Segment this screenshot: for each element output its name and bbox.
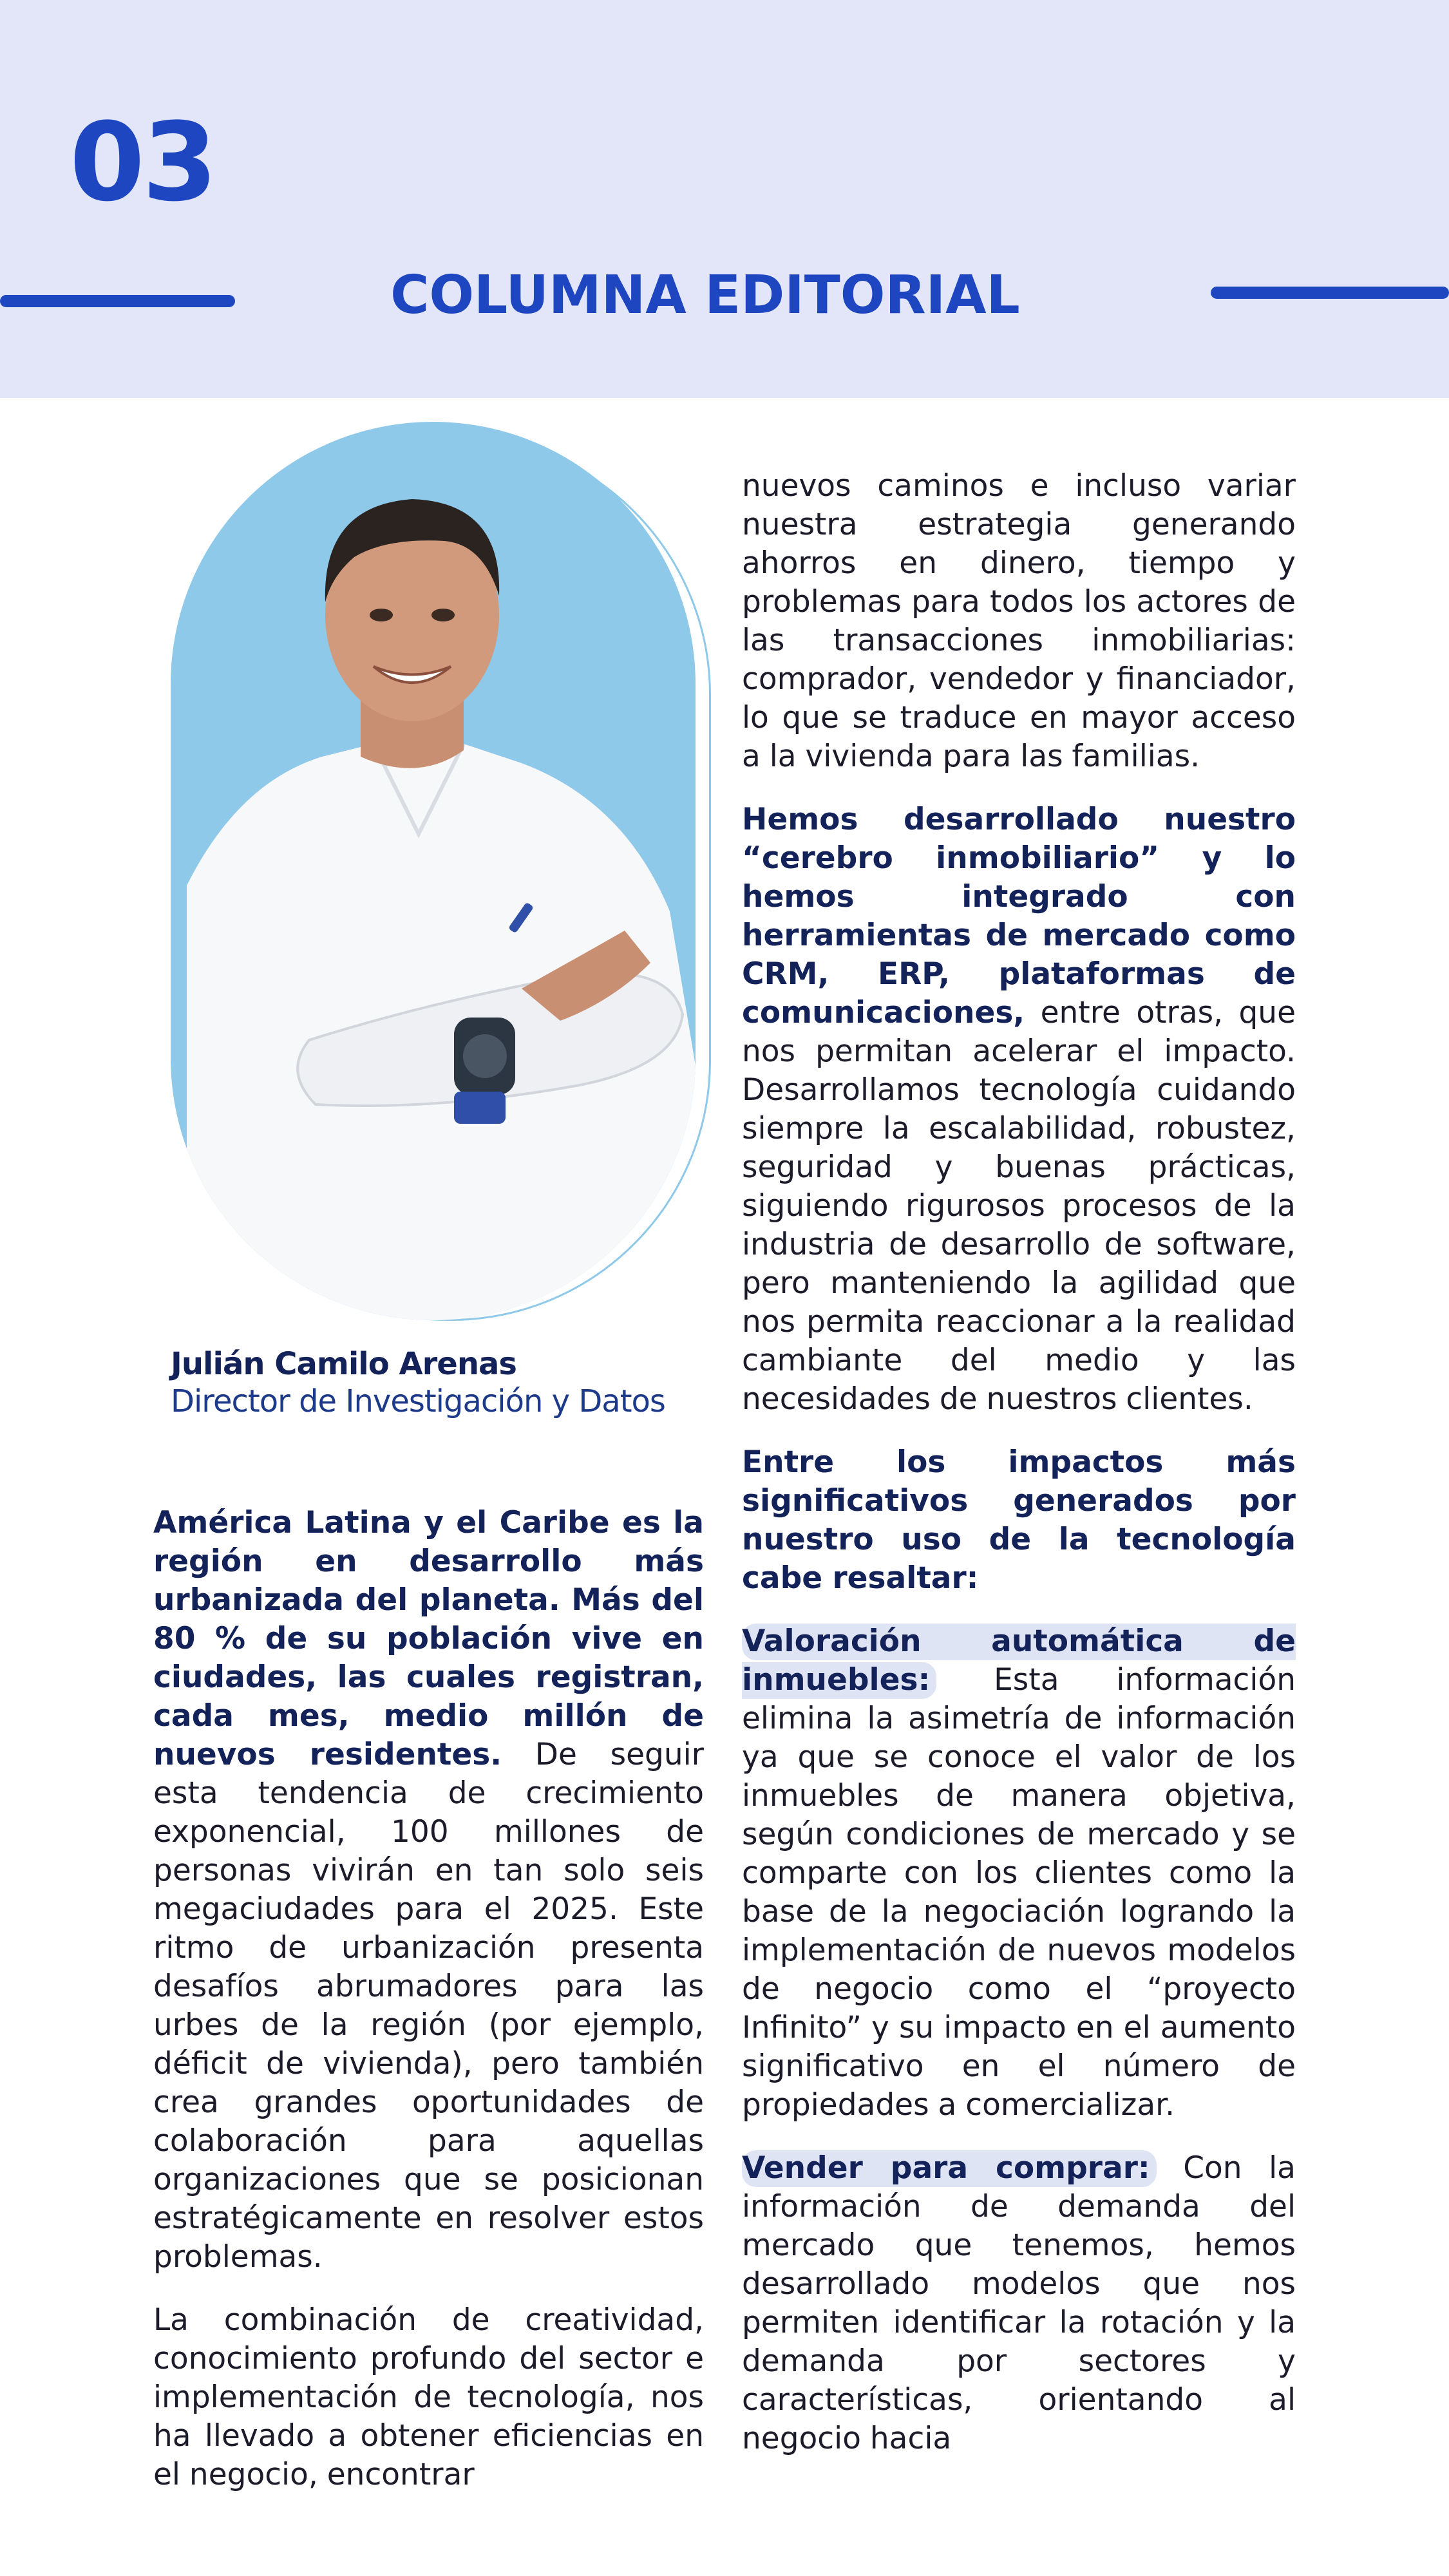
impact-label-vender: Vender para comprar: [742,2150,1157,2187]
tech-bold-text: Hemos desarrollado nuestro “cerebro inmobiliario” y lo hemos integrado con herramientas de mercado como CRM, ERP, plataformas de comunicaciones, [742,802,1296,1030]
left-column [153,1504,704,2519]
impacts-heading: Entre los impactos más significativos generados por nuestro uso de la tecnología cabe resaltar: [742,1444,1296,1596]
author-role: Director de Investigación y Datos [171,1383,665,1419]
author-portrait [161,422,712,1320]
intro-bold-text: América Latina y el Caribe es la región en desarrollo más urbanizada del planeta. Más del 80 % de su población vive en ciudades, las cuales registran, cada mes, medio millón de nuevos residentes. [153,1505,704,1772]
impact-item-vender [742,2149,1296,2458]
author-name: Julián Camilo Arenas [171,1346,516,1382]
impact-text-vender: Con la información de demanda del mercado que tenemos, hemos desarrollado modelos que nos permiten identificar la rotación y la demanda por sectores y características, orientando al negocio hacia [742,2150,1296,2456]
impact-text-valoracion: Esta información elimina la asimetría de información ya que se conoce el valor de los inmuebles de manera objetiva, según condiciones de mercado y se comparte con los clientes como la base de la negociación logrando la implementación de nuevos modelos de negocio como el “proyecto Infinito” y su impacto en el aumento significativo en el número de propiedades a comercializar. [742,1662,1296,2123]
section-number: 03 [70,99,215,225]
title-rule-right [1211,287,1449,299]
right-column [742,467,1296,2483]
header-band [0,0,1449,398]
title-rule-left [0,295,235,307]
tech-body-text: entre otras, que nos permitan acelerar el impacto. Desarrollamos tecnología cuidando siempre la escalabilidad, robustez, seguridad y buenas prácticas, siguiendo rigurosos procesos de la industria de desarrollo de software, pero manteniendo la agilidad que nos permita reaccionar a la realidad cambiante del medio y las necesidades de nuestros clientes. [742,995,1296,1417]
author-photo [161,422,712,1320]
intro-paragraph [153,1504,704,2277]
intro-body-text: De seguir esta tendencia de crecimiento exponencial, 100 millones de personas vivirán en tan solo seis megaciudades para el 2025. Este ritmo de urbanización presenta desafíos abrumadores para las urbes de la región (por ejemplo, déficit de vivienda), pero también crea grandes oportunidades de colaboración para aquellas organizaciones que se posicionan estratégicamente en resolver estos problemas. [153,1737,704,2275]
section-title: COLUMNA EDITORIAL [390,265,1020,326]
impact-item-valoracion [742,1622,1296,2125]
impact-label-valoracion: Valoración automática de inmuebles: [742,1624,1296,1698]
tech-paragraph [742,800,1296,1419]
body-paragraph: La combinación de creatividad, conocimiento profundo del sector e implementación de tecnología, nos ha llevado a obtener eficiencias en el negocio, encontrar [153,2302,704,2492]
body-paragraph: nuevos caminos e incluso variar nuestra estrategia generando ahorros en dinero, tiempo y problemas para todos los actores de las transacciones inmobiliarias: comprador, vendedor y financiador, lo que se traduce en mayor acceso a la vivienda para las familias. [742,468,1296,774]
